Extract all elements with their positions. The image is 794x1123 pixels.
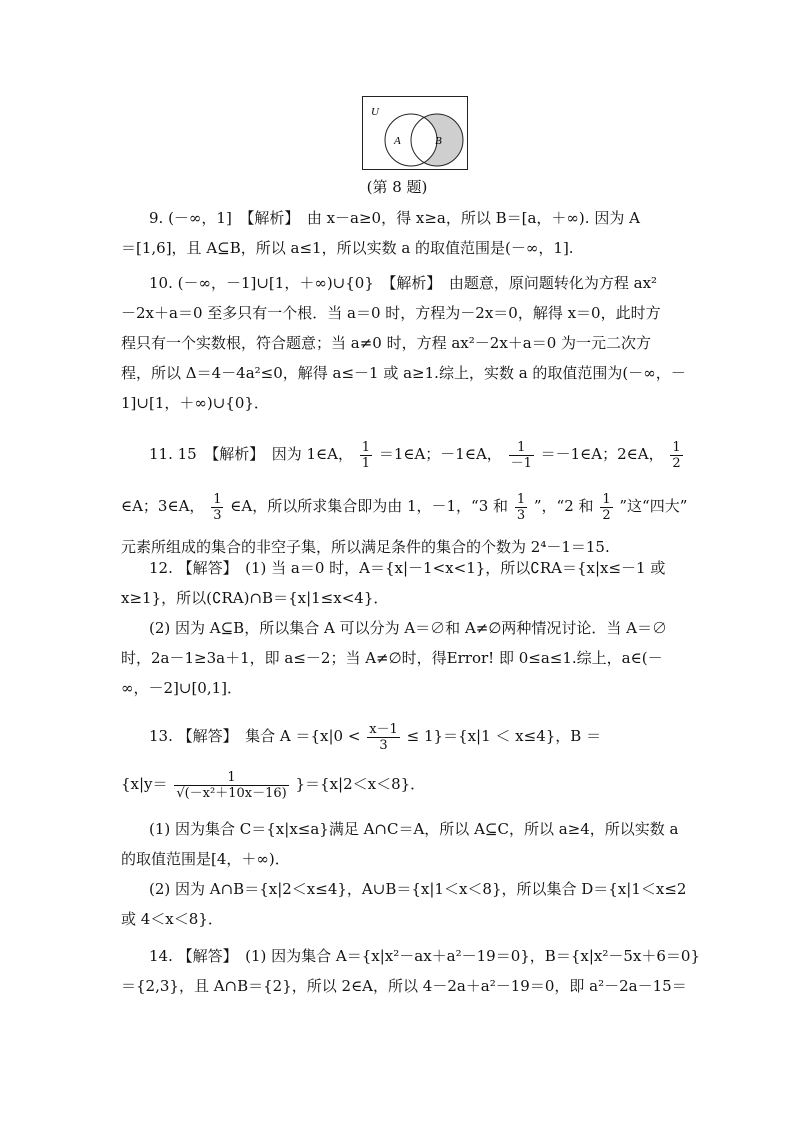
figure-caption: (第 8 题) xyxy=(366,178,428,196)
text-line: (1) 因为集合 C＝{x|x≤a}满足 A∩C＝A，所以 A⊆C，所以 a≥4，所以实数 a xyxy=(149,820,679,838)
problem-11 xyxy=(121,428,688,562)
text-line xyxy=(121,712,681,760)
text-segment: ∈A；3∈A， xyxy=(121,497,205,515)
problem-12 xyxy=(121,553,677,703)
text-line: 10. (－∞，－1]∪[1，＋∞)∪{0} 【解析】 由题意，原问题转化为方程 ax² xyxy=(149,274,658,292)
text-line xyxy=(121,480,688,532)
fraction xyxy=(600,492,612,523)
fraction-numerator: 1 xyxy=(174,770,288,786)
text-segment: 11. 15 【解析】 因为 1∈A， xyxy=(149,445,353,463)
fraction-denominator: 1 xyxy=(361,455,371,471)
text-line: 9. (－∞，1] 【解析】 由 x－a≥0，得 x≥a，所以 B＝[a，＋∞). 因为 A xyxy=(149,209,640,227)
fraction xyxy=(211,492,223,523)
text-segment: 13. 【解答】 集合 A ＝{x|0 < xyxy=(149,727,361,745)
fraction xyxy=(174,770,288,801)
venn-svg xyxy=(363,97,467,169)
text-line: 12. 【解答】 (1) 当 a＝0 时，A＝{x|－1<x<1}，所以∁RA＝{x|x≤－1 或 xyxy=(149,559,666,577)
text-line: ＝{2,3}，且 A∩B＝{2}，所以 2∈A，所以 4－2a＋a²－19＝0，即 a²－2a－15＝ xyxy=(121,977,687,995)
text-segment: {x|y＝ xyxy=(121,775,168,793)
fraction-denominator: 2 xyxy=(672,455,681,471)
text-line: 程只有一个实数根，符合题意；当 a≠0 时，方程 ax²－2x＋a＝0 为一元二次方 xyxy=(121,334,652,352)
fraction xyxy=(367,722,400,753)
text-line: 的取值范围是[4，＋∞)． xyxy=(121,850,290,868)
fraction-denominator: 2 xyxy=(602,507,611,523)
problem-10 xyxy=(121,268,686,418)
text-segment: ≤ 1}＝{x|1 ＜ x≤4}，B ＝ xyxy=(406,727,602,745)
venn-diagram xyxy=(362,96,468,170)
text-line: x≥1}，所以(∁RA)∩B＝{x|1≤x<4}． xyxy=(121,589,389,607)
text-line: 程，所以 Δ＝4－4a²≤0，解得 a≤－1 或 a≥1.综上，实数 a 的取值范围为(－∞，－ xyxy=(121,364,686,382)
fraction-denominator: √(－x²＋10x－16) xyxy=(176,785,287,801)
text-line: 元素所组成的集合的非空子集，所以满足条件的集合的个数为 2⁴－1＝15. xyxy=(121,538,610,556)
text-line xyxy=(121,760,681,808)
fraction-numerator: 1 xyxy=(213,491,222,507)
problem-9 xyxy=(121,203,677,263)
fraction xyxy=(515,492,527,523)
text-segment: ”，“2 和 xyxy=(533,497,594,515)
text-line: (2) 因为 A∩B＝{x|2＜x≤4}，A∪B＝{x|1＜x＜8}，所以集合 D＝{x|1＜x≤2 xyxy=(149,880,687,898)
text-line: 14. 【解答】 (1) 因为集合 A＝{x|x²－ax＋a²－19＝0}，B＝{x|x²－5x＋6＝0} xyxy=(149,947,700,965)
fraction xyxy=(509,440,534,471)
text-line: 时，2a－1≥3a＋1，即 a≤－2；当 A≠∅时，得Error! 即 0≤a≤1.综上，a∈(－ xyxy=(121,649,663,667)
fraction-numerator: 1 xyxy=(361,439,371,455)
fraction xyxy=(670,440,682,471)
fraction-numerator: 1 xyxy=(509,440,534,456)
fraction-numerator: 1 xyxy=(672,439,681,455)
fraction-denominator: －1 xyxy=(510,455,532,471)
fraction-numerator: 1 xyxy=(602,491,611,507)
fraction xyxy=(360,440,372,471)
text-segment: ＝1∈A；－1∈A， xyxy=(378,445,502,463)
text-line xyxy=(121,428,681,480)
text-segment: }＝{x|2＜x＜8}． xyxy=(295,775,426,793)
universe-label: U xyxy=(371,106,379,118)
text-line: 或 4＜x＜8}． xyxy=(121,910,223,928)
problem-14 xyxy=(121,941,700,1001)
text-line: (2) 因为 A⊆B，所以集合 A 可以分为 A＝∅和 A≠∅两种情况讨论．当 A＝∅ xyxy=(149,619,668,637)
fraction-numerator: 1 xyxy=(516,491,526,507)
set-a-label: A xyxy=(394,135,401,147)
text-segment: ＝－1∈A；2∈A， xyxy=(540,445,664,463)
problem-13 xyxy=(121,712,687,934)
text-line: ＝[1,6]，且 A⊆B，所以 a≤1，所以实数 a 的取值范围是(－∞，1]. xyxy=(121,239,574,257)
set-b-label: B xyxy=(435,135,442,147)
fraction-denominator: 3 xyxy=(516,507,526,523)
fraction-denominator: 3 xyxy=(379,737,388,753)
text-line: －2x＋a＝0 至多只有一个根．当 a＝0 时，方程为－2x＝0，解得 x＝0，此时方 xyxy=(121,304,661,322)
text-line: ∞，－2]∪[0,1]． xyxy=(121,679,243,697)
text-line: 1]∪[1，＋∞)∪{0}． xyxy=(121,394,269,412)
text-segment: ∈A，所以所求集合即为由 1，－1，“3 和 xyxy=(230,497,509,515)
fraction-denominator: 3 xyxy=(213,507,222,523)
text-segment: ”这“四大” xyxy=(619,497,688,515)
fraction-numerator: x－1 xyxy=(369,721,398,737)
